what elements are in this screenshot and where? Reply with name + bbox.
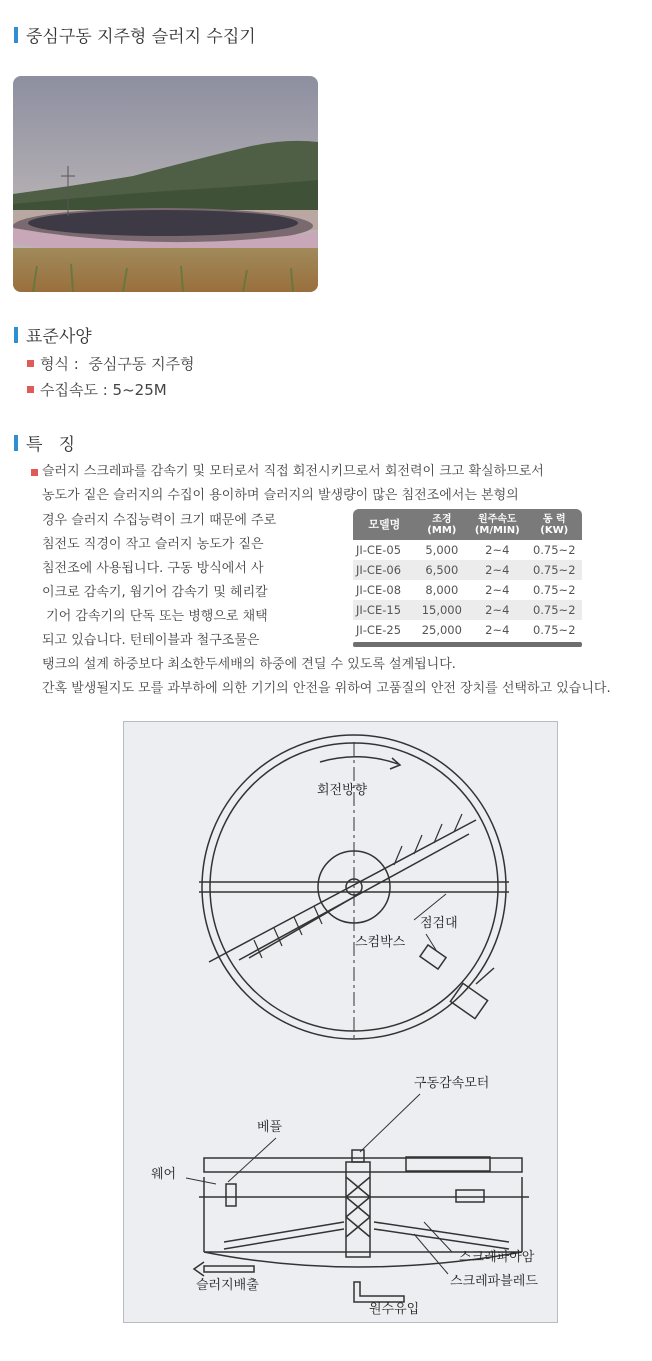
- standard-heading-text: 표준사양: [26, 327, 92, 347]
- cell-power: 0.75~2: [532, 583, 576, 597]
- bullet-square-icon: [27, 386, 34, 393]
- cell-model: JI-CE-15: [353, 600, 416, 620]
- header-power: 동 력 (KW): [526, 509, 582, 540]
- cell-speed: 2~4: [485, 583, 510, 597]
- cell-diameter: 8,000: [425, 583, 459, 597]
- spec-table-header-row: [353, 509, 582, 540]
- table-row: [353, 600, 582, 620]
- diagram-label-baffle: 베플: [257, 1120, 283, 1135]
- standard-heading: [14, 322, 92, 347]
- spec-item-type-text: 형식 : 중심구동 지주형: [40, 355, 195, 373]
- cell-model: JI-CE-25: [356, 623, 402, 637]
- diagram-label-weir: 웨어: [151, 1167, 177, 1182]
- page-title: [14, 22, 256, 47]
- feature-line: 침전도 직경이 작고 슬러지 농도가 짙은: [42, 537, 264, 552]
- cell-model: JI-CE-06: [353, 560, 416, 580]
- standard-accent-bar: [14, 327, 18, 343]
- table-row: [353, 580, 582, 600]
- diagram-label-scumbox: 스컴박스: [355, 935, 406, 950]
- feature-line: 경우 슬러지 수집능력이 크기 때문에 주로: [42, 513, 277, 528]
- feature-line: 이크로 감속기, 웜기어 감속기 및 헤리칼: [42, 585, 268, 600]
- feature-line: 기어 감속기의 단독 또는 병행으로 채택: [42, 609, 268, 624]
- cell-diameter: 25,000: [421, 623, 462, 637]
- header-speed: 원주속도 (M/MIN): [468, 509, 526, 540]
- bullet-square-icon: [27, 360, 34, 367]
- spec-item-speed: [27, 379, 167, 400]
- table-row: [353, 560, 582, 580]
- table-row: [353, 620, 582, 640]
- cell-diameter: 15,000: [416, 600, 468, 620]
- feature-line: 되고 있습니다. 턴테이블과 철구조물은: [42, 633, 260, 648]
- features-heading-text: 특 징: [26, 435, 76, 455]
- spec-table: [353, 509, 582, 640]
- spec-item-type: [27, 353, 195, 374]
- features-heading: [14, 430, 75, 455]
- diagram-label-arm: 스크레파아암: [459, 1250, 535, 1265]
- header-diameter: 조경 (MM): [416, 509, 468, 540]
- diagram-label-raw-in: 원수유입: [369, 1302, 420, 1317]
- cell-diameter: 5,000: [425, 543, 459, 557]
- collector-diagram: [123, 721, 558, 1323]
- feature-line: 간혹 발생될지도 모를 과부하에 의한 기기의 안전을 위하여 고품질의 안전 장치를 선택하고 있습니다.: [42, 681, 611, 696]
- page-title-text: 중심구동 지주형 슬러지 수집기: [26, 27, 256, 47]
- cell-speed: 2~4: [468, 600, 526, 620]
- diagram-label-rotation: 회전방향: [317, 783, 368, 798]
- product-photo: [13, 76, 318, 292]
- diagram-label-blade: 스크레파블레드: [450, 1274, 538, 1289]
- cell-diameter: 6,500: [416, 560, 468, 580]
- diagram-label-sludge-out: 슬러지배출: [196, 1278, 259, 1293]
- features-accent-bar: [14, 435, 18, 451]
- spec-table-footer-bar: [353, 642, 582, 647]
- feature-line: 침전조에 사용됩니다. 구동 방식에서 사: [42, 561, 264, 576]
- cell-model: JI-CE-08: [356, 583, 402, 597]
- cell-model: JI-CE-05: [356, 543, 402, 557]
- feature-line: 농도가 짙은 슬러지의 수집이 용이하며 슬러지의 발생량이 많은 침전조에서는 본형의: [42, 488, 519, 503]
- cell-speed: 2~4: [485, 623, 510, 637]
- bullet-square-icon: [31, 469, 38, 476]
- cell-speed: 2~4: [485, 543, 510, 557]
- cell-speed: 2~4: [468, 560, 526, 580]
- table-row: [353, 540, 582, 560]
- cell-power: 0.75~2: [532, 623, 576, 637]
- cell-power: 0.75~2: [526, 560, 582, 580]
- feature-line: 탱크의 설계 하중보다 최소한두세배의 하중에 견딜 수 있도록 설계됩니다.: [42, 657, 456, 672]
- diagram-label-walkway: 점검대: [420, 916, 458, 931]
- feature-line: 슬러지 스크레파를 감속기 및 모터로서 직접 회전시키므로서 회전력이 크고 확실하므로서: [42, 464, 544, 479]
- header-model: 모델명: [353, 509, 416, 540]
- cell-power: 0.75~2: [532, 543, 576, 557]
- title-accent-bar: [14, 27, 18, 43]
- diagram-label-motor: 구동감속모터: [414, 1076, 490, 1091]
- spec-item-speed-text: 수집속도 : 5~25M: [40, 381, 167, 399]
- cell-power: 0.75~2: [526, 600, 582, 620]
